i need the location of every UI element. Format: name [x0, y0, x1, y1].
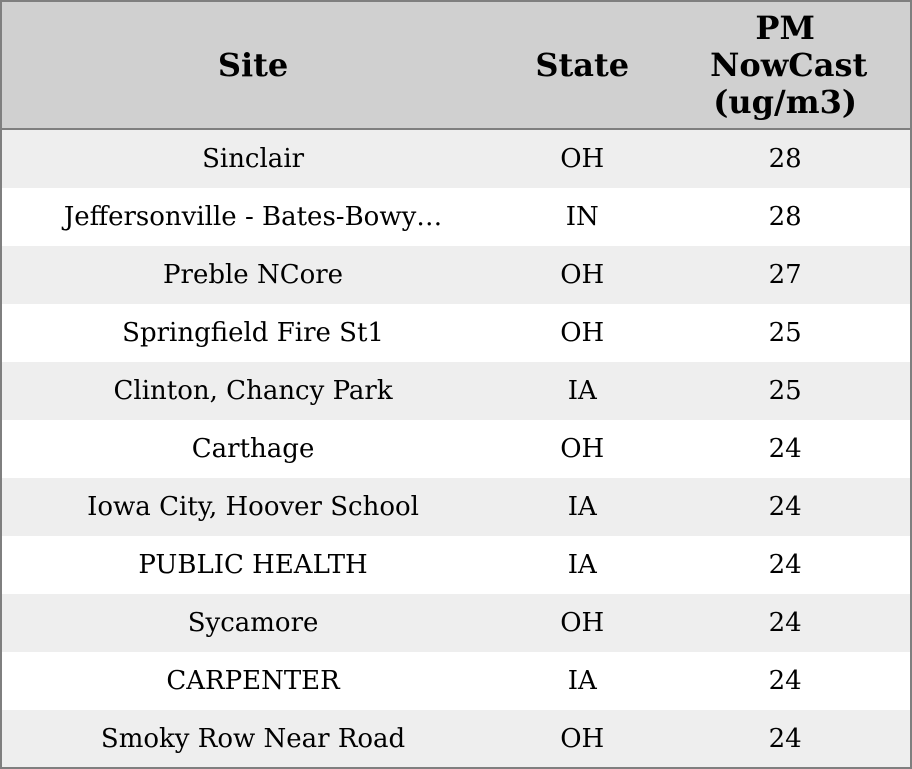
cell-value: 28	[660, 129, 910, 188]
cell-value: 27	[660, 246, 910, 304]
cell-state: OH	[504, 304, 660, 362]
header-state-label: State	[535, 45, 630, 84]
cell-site: Sycamore	[2, 594, 504, 652]
cell-state: OH	[504, 594, 660, 652]
cell-site: CARPENTER	[2, 652, 504, 710]
header-site-label: Site	[217, 45, 289, 84]
cell-site: Clinton, Chancy Park	[2, 362, 504, 420]
header-pm-nowcast	[660, 2, 910, 129]
cell-state: OH	[504, 710, 660, 768]
table-body	[2, 129, 910, 768]
table-row	[2, 594, 910, 652]
cell-value: 25	[660, 304, 910, 362]
table-row	[2, 652, 910, 710]
table-row	[2, 304, 910, 362]
cell-state: IA	[504, 478, 660, 536]
cell-state: OH	[504, 246, 660, 304]
table-row	[2, 478, 910, 536]
cell-site: Smoky Row Near Road	[2, 710, 504, 768]
table-row	[2, 362, 910, 420]
cell-site: Preble NCore	[2, 246, 504, 304]
header-state	[504, 2, 660, 129]
cell-site: Jeffersonville - Bates-Bowy…	[2, 188, 504, 246]
cell-site: Iowa City, Hoover School	[2, 478, 504, 536]
table-row	[2, 188, 910, 246]
table-row	[2, 246, 910, 304]
cell-state: OH	[504, 420, 660, 478]
cell-value: 24	[660, 420, 910, 478]
cell-value: 28	[660, 188, 910, 246]
cell-value: 24	[660, 536, 910, 594]
table-row	[2, 129, 910, 188]
cell-value: 24	[660, 652, 910, 710]
table-row	[2, 710, 910, 768]
cell-site: Springfield Fire St1	[2, 304, 504, 362]
cell-site: Sinclair	[2, 129, 504, 188]
table-row	[2, 536, 910, 594]
cell-value: 24	[660, 478, 910, 536]
cell-state: OH	[504, 129, 660, 188]
header-site	[2, 2, 504, 129]
cell-value: 24	[660, 710, 910, 768]
table-header	[2, 2, 910, 129]
cell-state: IA	[504, 362, 660, 420]
cell-site: Carthage	[2, 420, 504, 478]
header-row	[2, 2, 910, 129]
cell-value: 25	[660, 362, 910, 420]
cell-state: IN	[504, 188, 660, 246]
cell-state: IA	[504, 652, 660, 710]
cell-state: IA	[504, 536, 660, 594]
cell-value: 24	[660, 594, 910, 652]
table-row	[2, 420, 910, 478]
cell-site: PUBLIC HEALTH	[2, 536, 504, 594]
data-table	[2, 2, 910, 768]
header-pm-nowcast-label: PM NowCast (ug/m3)	[710, 8, 868, 121]
